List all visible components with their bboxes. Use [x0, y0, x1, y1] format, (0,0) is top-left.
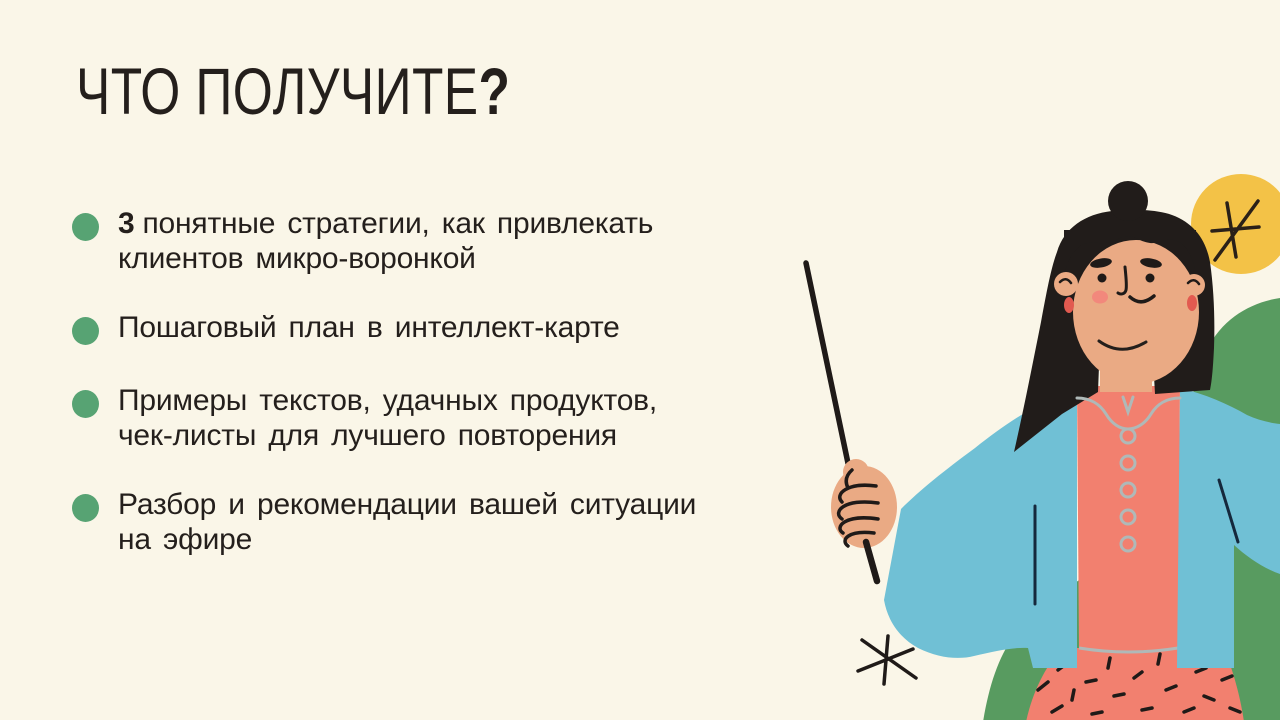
bullet-number: 3	[118, 207, 135, 240]
bullet-line: Примеры текстов, удачных продуктов,	[118, 384, 658, 417]
ear-left	[1054, 272, 1078, 296]
blush	[1092, 291, 1108, 304]
hair-bun	[1108, 181, 1148, 221]
bullet-line: Пошаговый план в интеллект-карте	[118, 311, 620, 344]
earring-left	[1064, 297, 1074, 313]
pointer-stick-upper	[806, 263, 849, 468]
eye-left	[1098, 274, 1107, 283]
eye-right	[1146, 274, 1155, 283]
page-title-text: ЧТО ПОЛУЧИТЕ	[76, 54, 479, 128]
bullet-line: Разбор и рекомендации вашей ситуации	[118, 488, 697, 521]
bullet-line: клиентов микро-воронкой	[118, 242, 476, 275]
pointer-stick-lower	[866, 542, 877, 581]
face	[1073, 240, 1199, 384]
bullet-line: чек-листы для лучшего повторения	[118, 419, 617, 452]
earring-right	[1187, 295, 1197, 311]
bullet-line: на эфире	[118, 523, 253, 556]
page-title-question-mark: ?	[478, 54, 511, 128]
cardigan-left	[884, 390, 1077, 668]
ear-right	[1183, 274, 1205, 296]
black-asterisk-icon	[858, 636, 916, 684]
bullet-line: 3 понятные стратегии, как привлекать	[118, 207, 654, 240]
